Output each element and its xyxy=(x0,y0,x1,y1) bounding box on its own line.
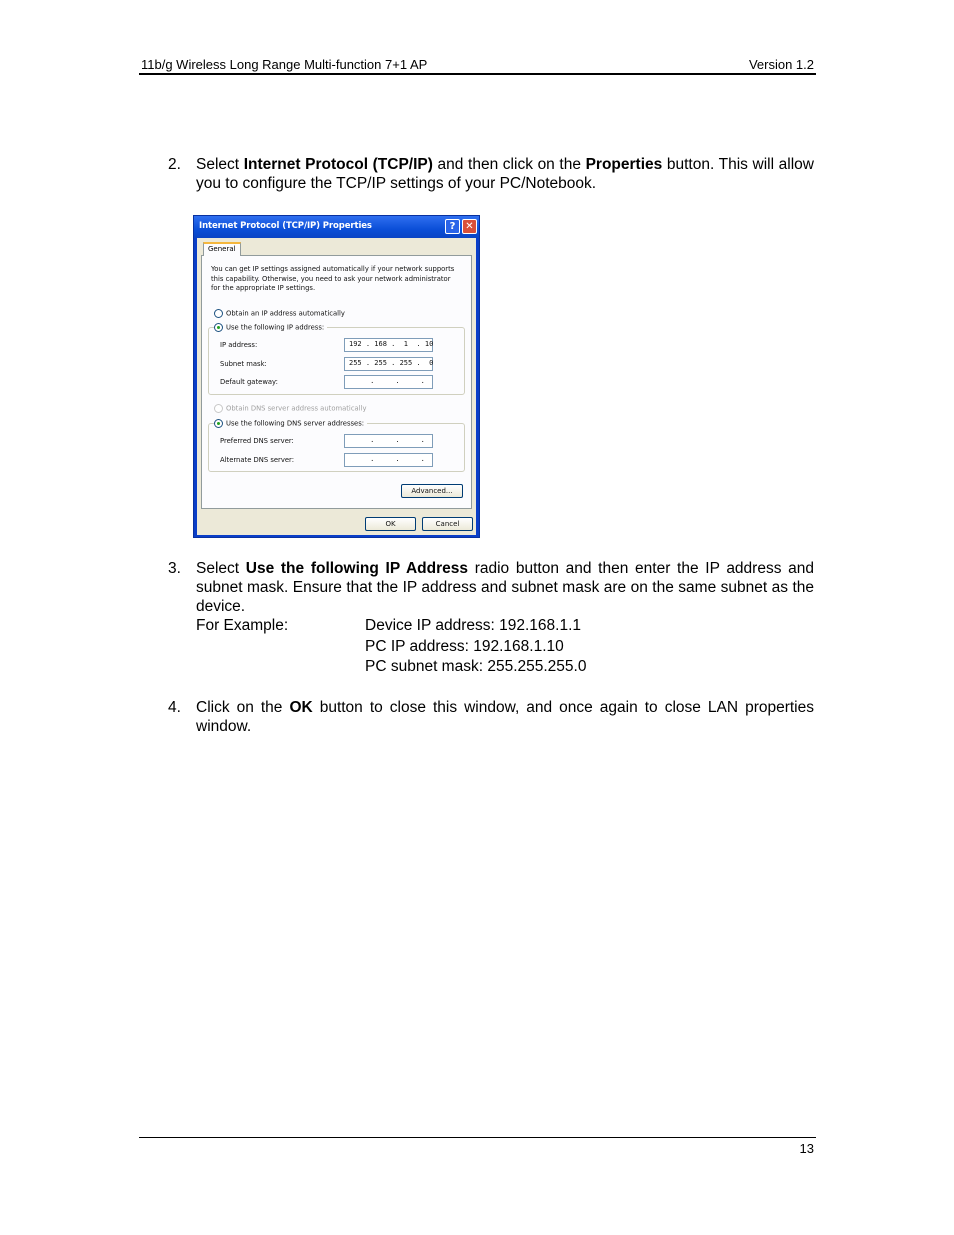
obtain-ip-radio[interactable]: Obtain an IP address automatically xyxy=(214,309,345,318)
radio-selected-icon xyxy=(214,323,223,332)
ok-button[interactable]: OK xyxy=(365,517,416,531)
advanced-button[interactable]: Advanced... xyxy=(401,484,463,498)
obtain-dns-radio[interactable]: Obtain DNS server address automatically xyxy=(214,404,367,413)
document-version: Version 1.2 xyxy=(748,57,814,72)
alternate-dns-field[interactable]: . . . xyxy=(344,453,433,467)
subnet-mask-field[interactable]: 255 . 255 . 255 . 0 xyxy=(344,357,433,371)
subnet-mask-label: Subnet mask: xyxy=(220,360,267,368)
cancel-button[interactable]: Cancel xyxy=(422,517,473,531)
dialog-titlebar xyxy=(194,216,479,238)
example-line: PC subnet mask: 255.255.255.0 xyxy=(365,658,587,675)
step-text: Select Internet Protocol (TCP/IP) and then click on the Properties button. This will allow you to configure the TCP/IP settings of your PC/Notebook. xyxy=(196,156,814,192)
example-line: Device IP address: 192.168.1.1 xyxy=(365,617,581,634)
radio-circle-icon xyxy=(214,404,223,413)
page-header xyxy=(139,57,816,75)
general-panel xyxy=(201,255,472,509)
close-icon[interactable]: ✕ xyxy=(462,219,477,234)
step-text: Click on the OK button to close this window, and once again to close LAN properties window. xyxy=(196,699,814,735)
dialog-body xyxy=(197,238,476,535)
ip-address-field[interactable]: 192 . 168 . 1 . 10 xyxy=(344,338,433,352)
preferred-dns-field[interactable]: . . . xyxy=(344,434,433,448)
page-footer xyxy=(139,1137,816,1156)
dialog-title: Internet Protocol (TCP/IP) Properties xyxy=(199,221,372,231)
ip-address-label: IP address: xyxy=(220,341,258,349)
radio-selected-icon xyxy=(214,419,223,428)
step-text: Select Use the following IP Address radio button and then enter the IP address and subnet mask. Ensure that the IP address and subnet mask are on the same subnet as the device. xyxy=(196,560,815,615)
step-4 xyxy=(168,698,814,738)
step-2 xyxy=(168,155,814,195)
example-label: For Example: xyxy=(196,617,289,634)
step-number: 4. xyxy=(168,699,181,716)
tcpip-properties-dialog xyxy=(193,215,480,538)
radio-circle-icon xyxy=(214,309,223,318)
default-gateway-field[interactable]: . . . xyxy=(344,375,433,389)
use-dns-radio[interactable]: Use the following DNS server addresses: xyxy=(214,419,367,428)
default-gateway-label: Default gateway: xyxy=(220,378,278,386)
page-number: 13 xyxy=(799,1141,814,1156)
document-title: 11b/g Wireless Long Range Multi-function 7+1 AP xyxy=(141,57,428,72)
alternate-dns-label: Alternate DNS server: xyxy=(220,456,295,464)
use-ip-radio[interactable]: Use the following IP address: xyxy=(214,323,327,332)
step-number: 2. xyxy=(168,156,181,173)
tab-general[interactable]: General xyxy=(203,242,241,256)
example-line: PC IP address: 192.168.1.10 xyxy=(365,638,564,655)
intro-text: You can get IP settings assigned automatically if your network supports this capability. Otherwise, you need to ask your network administrator for the appropriate IP settings. xyxy=(211,265,455,292)
preferred-dns-label: Preferred DNS server: xyxy=(220,437,294,445)
help-icon[interactable]: ? xyxy=(445,219,460,234)
step-3 xyxy=(168,559,814,619)
step-number: 3. xyxy=(168,560,181,577)
